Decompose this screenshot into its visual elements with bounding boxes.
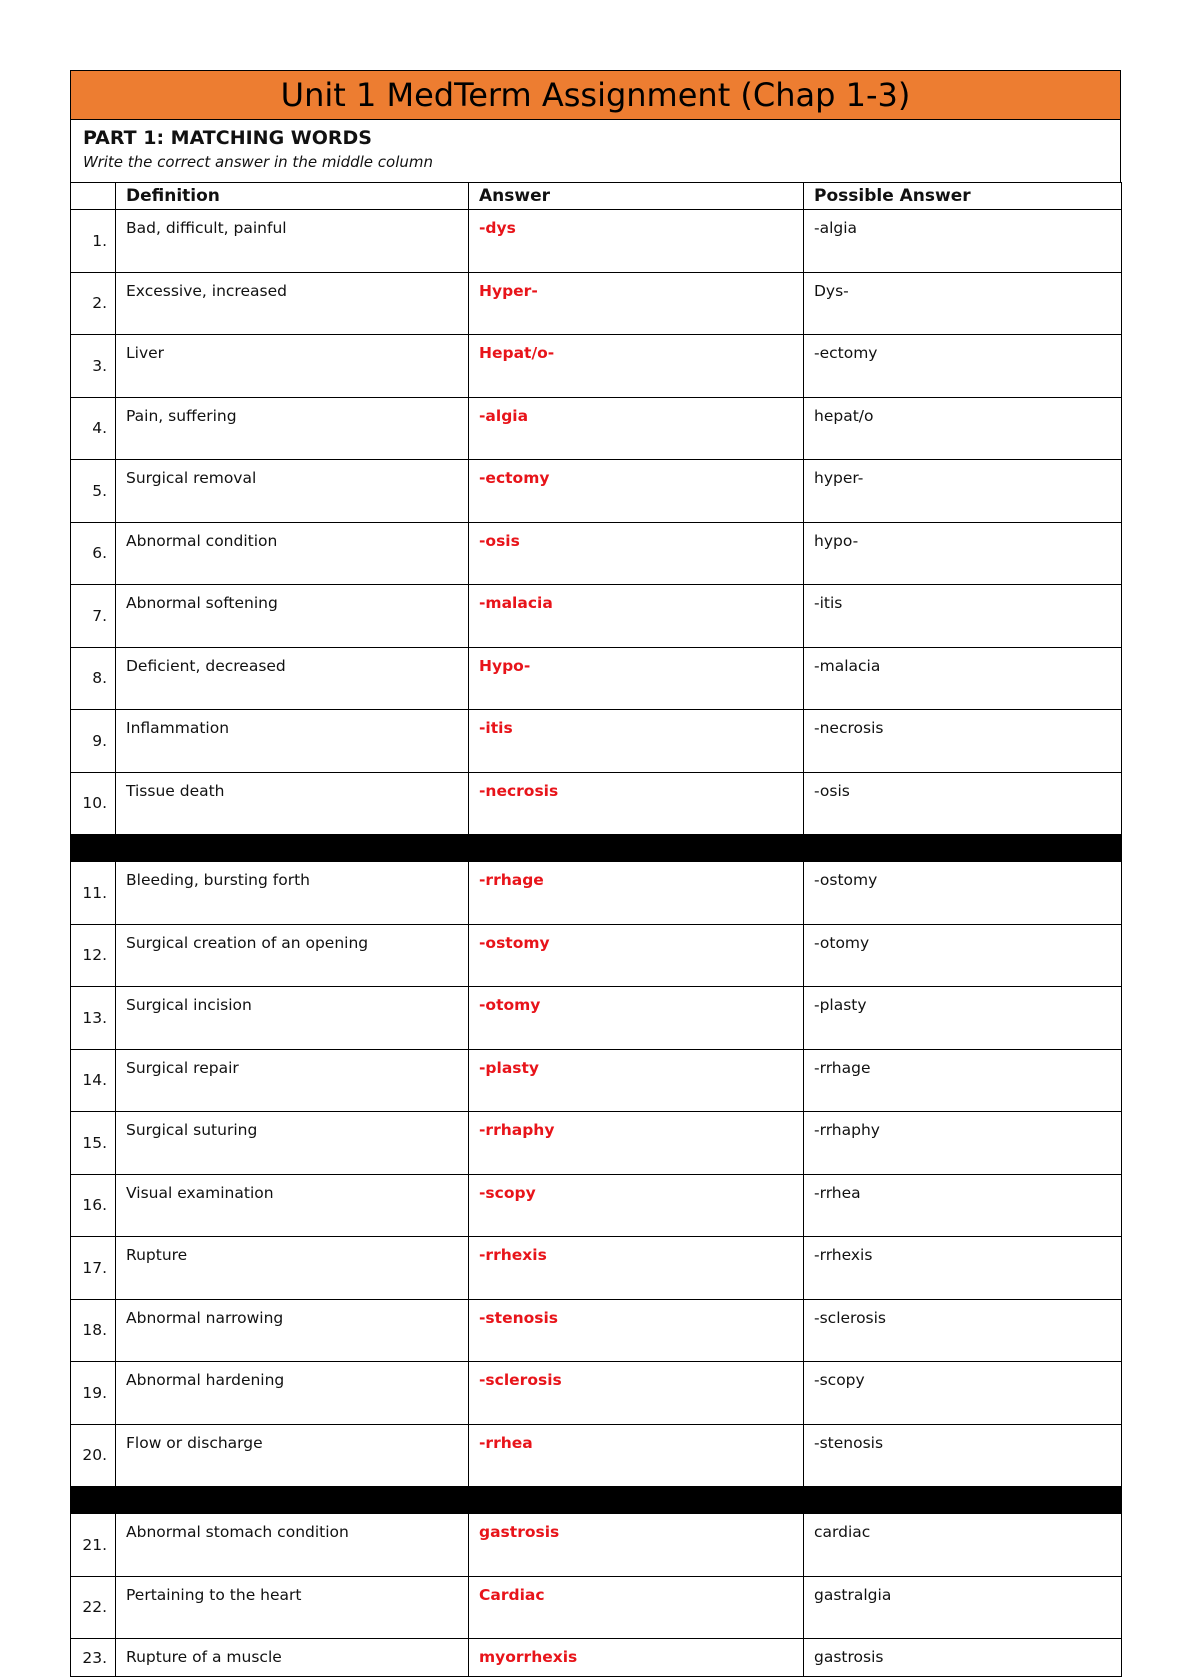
- row-number: 9.: [71, 710, 116, 773]
- definition-cell: Pertaining to the heart: [116, 1576, 469, 1639]
- row-number: 7.: [71, 585, 116, 648]
- table-row: [71, 1299, 1122, 1362]
- answer-cell[interactable]: -dys: [469, 210, 804, 273]
- definition-cell: Excessive, increased: [116, 272, 469, 335]
- possible-answer-cell: gastrosis: [804, 1639, 1122, 1677]
- possible-answer-cell: -malacia: [804, 647, 1122, 710]
- row-number: 5.: [71, 460, 116, 523]
- answer-cell[interactable]: -sclerosis: [469, 1362, 804, 1425]
- table-row: [71, 1049, 1122, 1112]
- definition-cell: Flow or discharge: [116, 1424, 469, 1487]
- answer-cell[interactable]: Hyper-: [469, 272, 804, 335]
- col-header-possible-answer: Possible Answer: [804, 183, 1122, 210]
- answer-cell[interactable]: -necrosis: [469, 772, 804, 835]
- row-number: 20.: [71, 1424, 116, 1487]
- answer-cell[interactable]: -stenosis: [469, 1299, 804, 1362]
- definition-cell: Surgical repair: [116, 1049, 469, 1112]
- possible-answer-cell: Dys-: [804, 272, 1122, 335]
- possible-answer-cell: -otomy: [804, 924, 1122, 987]
- possible-answer-cell: -scopy: [804, 1362, 1122, 1425]
- col-header-number: [71, 183, 116, 210]
- table-row: [71, 1424, 1122, 1487]
- table-row: [71, 1576, 1122, 1639]
- table-row: [71, 924, 1122, 987]
- definition-cell: Inflammation: [116, 710, 469, 773]
- answer-cell[interactable]: Cardiac: [469, 1576, 804, 1639]
- definition-cell: Abnormal softening: [116, 585, 469, 648]
- row-number: 21.: [71, 1514, 116, 1577]
- row-number: 6.: [71, 522, 116, 585]
- answer-cell[interactable]: -algia: [469, 397, 804, 460]
- row-number: 4.: [71, 397, 116, 460]
- definition-cell: Tissue death: [116, 772, 469, 835]
- possible-answer-cell: -plasty: [804, 987, 1122, 1050]
- row-number: 22.: [71, 1576, 116, 1639]
- table-row: [71, 1112, 1122, 1175]
- possible-answer-cell: hyper-: [804, 460, 1122, 523]
- row-number: 8.: [71, 647, 116, 710]
- definition-cell: Rupture: [116, 1237, 469, 1300]
- part-heading: PART 1: MATCHING WORDS: [83, 127, 372, 149]
- answer-cell[interactable]: -itis: [469, 710, 804, 773]
- definition-cell: Deficient, decreased: [116, 647, 469, 710]
- row-number: 2.: [71, 272, 116, 335]
- possible-answer-cell: -algia: [804, 210, 1122, 273]
- row-number: 23.: [71, 1639, 116, 1677]
- part-instruction: Write the correct answer in the middle column: [83, 153, 434, 171]
- definition-cell: Bleeding, bursting forth: [116, 862, 469, 925]
- answer-cell[interactable]: -rrhexis: [469, 1237, 804, 1300]
- row-number: 18.: [71, 1299, 116, 1362]
- col-header-definition: Definition: [116, 183, 469, 210]
- table-row: [71, 1362, 1122, 1425]
- answer-cell[interactable]: gastrosis: [469, 1514, 804, 1577]
- row-number: 10.: [71, 772, 116, 835]
- definition-cell: Surgical creation of an opening: [116, 924, 469, 987]
- possible-answer-cell: -itis: [804, 585, 1122, 648]
- possible-answer-cell: -rrhexis: [804, 1237, 1122, 1300]
- answer-cell[interactable]: -ostomy: [469, 924, 804, 987]
- assignment-title: Unit 1 MedTerm Assignment (Chap 1-3): [70, 70, 1121, 120]
- table-row: [71, 522, 1122, 585]
- answer-cell[interactable]: -rrhea: [469, 1424, 804, 1487]
- table-row: [71, 772, 1122, 835]
- section-divider: [71, 835, 1122, 862]
- table-row: [71, 647, 1122, 710]
- possible-answer-cell: cardiac: [804, 1514, 1122, 1577]
- definition-cell: Surgical suturing: [116, 1112, 469, 1175]
- possible-answer-cell: hepat/o: [804, 397, 1122, 460]
- table-body: [71, 210, 1122, 1677]
- answer-cell[interactable]: Hypo-: [469, 647, 804, 710]
- possible-answer-cell: -osis: [804, 772, 1122, 835]
- answer-cell[interactable]: -osis: [469, 522, 804, 585]
- row-number: 15.: [71, 1112, 116, 1175]
- row-number: 3.: [71, 335, 116, 398]
- definition-cell: Abnormal condition: [116, 522, 469, 585]
- row-number: 17.: [71, 1237, 116, 1300]
- table-row: [71, 335, 1122, 398]
- table-row: [71, 1174, 1122, 1237]
- possible-answer-cell: -sclerosis: [804, 1299, 1122, 1362]
- answer-cell[interactable]: Hepat/o-: [469, 335, 804, 398]
- answer-cell[interactable]: -rrhage: [469, 862, 804, 925]
- table-row: [71, 862, 1122, 925]
- section-divider: [71, 1487, 1122, 1514]
- row-number: 19.: [71, 1362, 116, 1425]
- row-number: 11.: [71, 862, 116, 925]
- definition-cell: Abnormal stomach condition: [116, 1514, 469, 1577]
- definition-cell: Pain, suffering: [116, 397, 469, 460]
- assignment-sheet: [70, 70, 1121, 1677]
- table-row: [71, 460, 1122, 523]
- table-row: [71, 272, 1122, 335]
- possible-answer-cell: -rrhaphy: [804, 1112, 1122, 1175]
- row-number: 1.: [71, 210, 116, 273]
- definition-cell: Visual examination: [116, 1174, 469, 1237]
- possible-answer-cell: -rrhea: [804, 1174, 1122, 1237]
- table-row: [71, 710, 1122, 773]
- matching-table: [70, 182, 1122, 1677]
- possible-answer-cell: -stenosis: [804, 1424, 1122, 1487]
- definition-cell: Abnormal narrowing: [116, 1299, 469, 1362]
- divider-bar: [71, 835, 1122, 862]
- row-number: 14.: [71, 1049, 116, 1112]
- row-number: 13.: [71, 987, 116, 1050]
- table-header-row: [71, 183, 1122, 210]
- definition-cell: Surgical removal: [116, 460, 469, 523]
- answer-cell[interactable]: -ectomy: [469, 460, 804, 523]
- possible-answer-cell: -ostomy: [804, 862, 1122, 925]
- definition-cell: Abnormal hardening: [116, 1362, 469, 1425]
- answer-cell[interactable]: -otomy: [469, 987, 804, 1050]
- part-header: [70, 120, 1121, 182]
- answer-cell[interactable]: -rrhaphy: [469, 1112, 804, 1175]
- definition-cell: Surgical incision: [116, 987, 469, 1050]
- possible-answer-cell: gastralgia: [804, 1576, 1122, 1639]
- answer-cell[interactable]: -scopy: [469, 1174, 804, 1237]
- definition-cell: Liver: [116, 335, 469, 398]
- divider-bar: [71, 1487, 1122, 1514]
- answer-cell[interactable]: -plasty: [469, 1049, 804, 1112]
- table-row: [71, 397, 1122, 460]
- row-number: 12.: [71, 924, 116, 987]
- row-number: 16.: [71, 1174, 116, 1237]
- definition-cell: Rupture of a muscle: [116, 1639, 469, 1677]
- possible-answer-cell: hypo-: [804, 522, 1122, 585]
- definition-cell: Bad, difficult, painful: [116, 210, 469, 273]
- answer-cell[interactable]: -malacia: [469, 585, 804, 648]
- col-header-answer: Answer: [469, 183, 804, 210]
- possible-answer-cell: -ectomy: [804, 335, 1122, 398]
- possible-answer-cell: -rrhage: [804, 1049, 1122, 1112]
- table-row: [71, 1237, 1122, 1300]
- table-row: [71, 1514, 1122, 1577]
- table-row: [71, 210, 1122, 273]
- possible-answer-cell: -necrosis: [804, 710, 1122, 773]
- answer-cell[interactable]: myorrhexis: [469, 1639, 804, 1677]
- table-row: [71, 585, 1122, 648]
- table-row: [71, 1639, 1122, 1677]
- table-row: [71, 987, 1122, 1050]
